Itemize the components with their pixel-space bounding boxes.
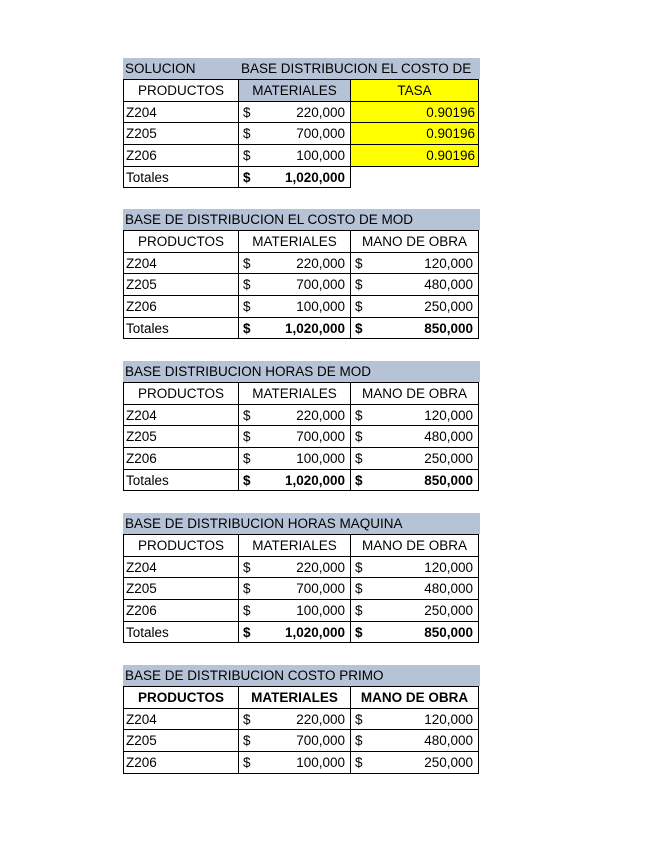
header-materiales: MATERIALES (238, 79, 351, 102)
header-row (123, 230, 480, 252)
table-row (123, 101, 480, 123)
header-row (123, 79, 480, 101)
product-cell: Z205 (123, 273, 239, 296)
header-materiales: MATERIALES (238, 382, 351, 405)
mano-de-obra-value: 250,000 (424, 451, 473, 467)
product-cell: Z204 (123, 556, 239, 579)
currency-symbol: $ (243, 451, 251, 467)
table-row (123, 708, 480, 730)
header-row (123, 686, 480, 708)
product-cell: Z206 (123, 599, 239, 622)
materiales-value: 700,000 (296, 733, 345, 749)
mano-de-obra-cell (350, 708, 479, 731)
materiales-value: 220,000 (296, 711, 345, 727)
table-title: BASE DE DISTRIBUCION COSTO PRIMO (123, 665, 480, 686)
currency-symbol: $ (243, 104, 251, 120)
mano-de-obra-cell (350, 729, 479, 752)
table-row (123, 273, 480, 295)
currency-symbol: $ (355, 320, 363, 336)
currency-symbol: $ (243, 755, 251, 771)
currency-symbol: $ (355, 299, 363, 315)
table-row (123, 577, 480, 599)
header-row (123, 534, 480, 556)
materiales-value: 700,000 (296, 429, 345, 445)
tasa-cell: 0.90196 (350, 101, 479, 124)
totals-label: Totales (123, 621, 239, 644)
materiales-value: 700,000 (296, 581, 345, 597)
header-materiales: MATERIALES (238, 686, 351, 709)
header-mano-de-obra: MANO DE OBRA (350, 382, 479, 405)
total-materiales-value: 1,020,000 (284, 169, 345, 185)
header-productos: PRODUCTOS (123, 230, 239, 253)
total-mano-de-obra-value: 850,000 (424, 624, 473, 640)
currency-symbol: $ (355, 711, 363, 727)
currency-symbol: $ (355, 755, 363, 771)
header-productos: PRODUCTOS (123, 79, 239, 102)
currency-symbol: $ (355, 581, 363, 597)
total-materiales-cell (238, 621, 351, 644)
mano-de-obra-value: 250,000 (424, 299, 473, 315)
table-row (123, 295, 480, 317)
product-cell: Z205 (123, 425, 239, 448)
title-base-distribucion: BASE DISTRIBUCION EL COSTO DE (241, 61, 472, 76)
mano-de-obra-value: 480,000 (424, 733, 473, 749)
totals-row (123, 166, 480, 188)
materiales-value: 220,000 (296, 255, 345, 271)
table-costo-mod (123, 209, 480, 338)
currency-symbol: $ (243, 255, 251, 271)
tasa-cell: 0.90196 (350, 144, 479, 167)
totals-row (123, 621, 480, 643)
total-materiales-cell (238, 166, 351, 189)
product-cell: Z204 (123, 708, 239, 731)
tasa-cell: 0.90196 (350, 122, 479, 145)
materiales-value: 220,000 (296, 559, 345, 575)
materiales-value: 700,000 (296, 126, 345, 142)
mano-de-obra-cell (350, 425, 479, 448)
materiales-cell (238, 556, 351, 579)
currency-symbol: $ (355, 603, 363, 619)
materiales-cell (238, 252, 351, 275)
currency-symbol: $ (243, 277, 251, 293)
currency-symbol: $ (243, 711, 251, 727)
mano-de-obra-cell (350, 273, 479, 296)
table-solucion (123, 58, 480, 187)
table-row (123, 599, 480, 621)
materiales-cell (238, 273, 351, 296)
currency-symbol: $ (355, 472, 363, 488)
table-title: BASE DE DISTRIBUCION HORAS MAQUINA (123, 513, 480, 534)
currency-symbol: $ (243, 733, 251, 749)
mano-de-obra-value: 480,000 (424, 429, 473, 445)
materiales-value: 100,000 (296, 299, 345, 315)
table-costo-primo (123, 665, 480, 773)
mano-de-obra-cell (350, 295, 479, 318)
materiales-value: 220,000 (296, 104, 345, 120)
totals-row (123, 317, 480, 339)
currency-symbol: $ (243, 603, 251, 619)
materiales-value: 700,000 (296, 277, 345, 293)
empty-cell (350, 166, 479, 189)
product-cell: Z205 (123, 122, 239, 145)
total-materiales-cell (238, 317, 351, 340)
mano-de-obra-cell (350, 404, 479, 427)
table-row (123, 144, 480, 166)
table-row (123, 252, 480, 274)
mano-de-obra-cell (350, 447, 479, 470)
mano-de-obra-value: 120,000 (424, 407, 473, 423)
total-materiales-cell (238, 469, 351, 492)
mano-de-obra-value: 480,000 (424, 277, 473, 293)
product-cell: Z206 (123, 144, 239, 167)
totals-row (123, 469, 480, 491)
header-tasa: TASA (350, 79, 479, 102)
table-row (123, 729, 480, 751)
currency-symbol: $ (243, 407, 251, 423)
header-productos: PRODUCTOS (123, 382, 239, 405)
table-horas-mod (123, 361, 480, 490)
product-cell: Z205 (123, 577, 239, 600)
materiales-cell (238, 599, 351, 622)
materiales-value: 220,000 (296, 407, 345, 423)
product-cell: Z204 (123, 101, 239, 124)
total-materiales-value: 1,020,000 (284, 624, 345, 640)
table-title (123, 58, 480, 79)
header-productos: PRODUCTOS (123, 534, 239, 557)
mano-de-obra-value: 120,000 (424, 255, 473, 271)
table-row (123, 751, 480, 773)
header-mano-de-obra: MANO DE OBRA (350, 534, 479, 557)
currency-symbol: $ (243, 581, 251, 597)
header-mano-de-obra: MANO DE OBRA (350, 230, 479, 253)
totals-label: Totales (123, 166, 239, 189)
total-mano-de-obra-cell (350, 317, 479, 340)
currency-symbol: $ (355, 407, 363, 423)
currency-symbol: $ (243, 299, 251, 315)
currency-symbol: $ (355, 451, 363, 467)
materiales-value: 100,000 (296, 148, 345, 164)
currency-symbol: $ (243, 126, 251, 142)
product-cell: Z204 (123, 404, 239, 427)
currency-symbol: $ (243, 624, 251, 640)
table-horas-maquina (123, 513, 480, 642)
materiales-value: 100,000 (296, 603, 345, 619)
table-row (123, 556, 480, 578)
table-title: BASE DISTRIBUCION HORAS DE MOD (123, 361, 480, 382)
header-productos: PRODUCTOS (123, 686, 239, 709)
materiales-cell (238, 729, 351, 752)
currency-symbol: $ (243, 320, 251, 336)
currency-symbol: $ (355, 733, 363, 749)
mano-de-obra-value: 250,000 (424, 603, 473, 619)
product-cell: Z206 (123, 447, 239, 470)
materiales-cell (238, 404, 351, 427)
materiales-cell (238, 577, 351, 600)
mano-de-obra-cell (350, 556, 479, 579)
currency-symbol: $ (243, 472, 251, 488)
table-title: BASE DE DISTRIBUCION EL COSTO DE MOD (123, 209, 480, 230)
mano-de-obra-cell (350, 599, 479, 622)
currency-symbol: $ (355, 559, 363, 575)
table-row (123, 122, 480, 144)
currency-symbol: $ (355, 429, 363, 445)
product-cell: Z205 (123, 729, 239, 752)
total-materiales-value: 1,020,000 (284, 320, 345, 336)
materiales-value: 100,000 (296, 755, 345, 771)
table-row (123, 447, 480, 469)
mano-de-obra-value: 120,000 (424, 559, 473, 575)
product-cell: Z204 (123, 252, 239, 275)
materiales-cell (238, 144, 351, 167)
materiales-cell (238, 295, 351, 318)
currency-symbol: $ (243, 148, 251, 164)
materiales-cell (238, 101, 351, 124)
header-materiales: MATERIALES (238, 534, 351, 557)
materiales-cell (238, 122, 351, 145)
mano-de-obra-cell (350, 751, 479, 774)
currency-symbol: $ (243, 169, 251, 185)
mano-de-obra-value: 250,000 (424, 755, 473, 771)
mano-de-obra-value: 480,000 (424, 581, 473, 597)
header-materiales: MATERIALES (238, 230, 351, 253)
total-mano-de-obra-cell (350, 469, 479, 492)
currency-symbol: $ (355, 277, 363, 293)
materiales-cell (238, 708, 351, 731)
header-mano-de-obra: MANO DE OBRA (350, 686, 479, 709)
table-row (123, 425, 480, 447)
total-mano-de-obra-value: 850,000 (424, 472, 473, 488)
currency-symbol: $ (243, 429, 251, 445)
total-mano-de-obra-value: 850,000 (424, 320, 473, 336)
total-mano-de-obra-cell (350, 621, 479, 644)
currency-symbol: $ (355, 255, 363, 271)
header-row (123, 382, 480, 404)
materiales-cell (238, 425, 351, 448)
materiales-cell (238, 751, 351, 774)
total-materiales-value: 1,020,000 (284, 472, 345, 488)
totals-label: Totales (123, 317, 239, 340)
currency-symbol: $ (243, 559, 251, 575)
mano-de-obra-cell (350, 252, 479, 275)
product-cell: Z206 (123, 751, 239, 774)
table-row (123, 404, 480, 426)
materiales-value: 100,000 (296, 451, 345, 467)
mano-de-obra-cell (350, 577, 479, 600)
currency-symbol: $ (355, 624, 363, 640)
materiales-cell (238, 447, 351, 470)
product-cell: Z206 (123, 295, 239, 318)
totals-label: Totales (123, 469, 239, 492)
mano-de-obra-value: 120,000 (424, 711, 473, 727)
title-solucion: SOLUCION (125, 61, 196, 76)
